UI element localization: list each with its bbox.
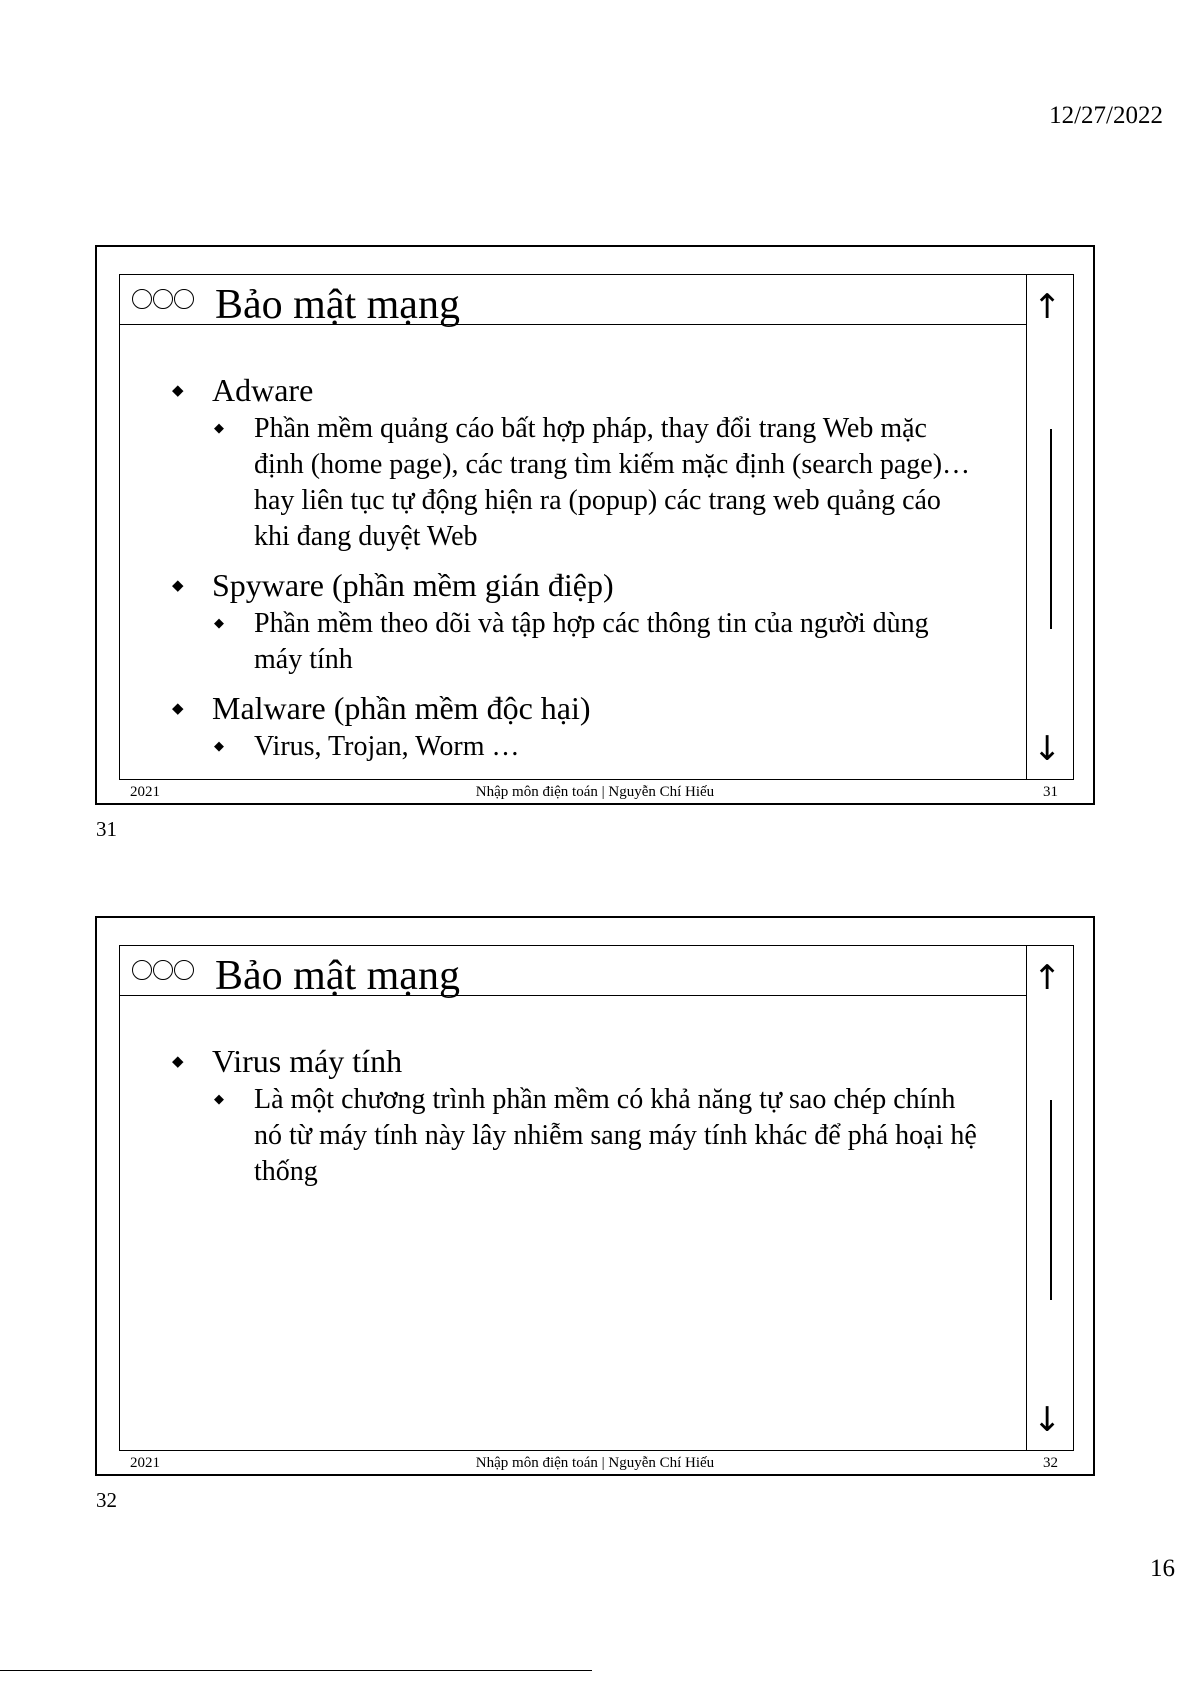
arrow-up-icon: ↑ — [1033, 287, 1062, 327]
circle-icon — [174, 289, 194, 309]
circle-icon — [153, 960, 173, 980]
footer-course: Nhập môn điện toán | Nguyễn Chí Hiếu — [475, 784, 715, 800]
decorative-circles — [132, 960, 194, 980]
arrow-down-icon: ↓ — [1033, 729, 1062, 769]
circle-icon — [132, 289, 152, 309]
footer-year: 2021 — [130, 1455, 160, 1471]
arrow-up-icon: ↑ — [1033, 958, 1062, 998]
footer-year: 2021 — [130, 784, 160, 800]
page-date: 12/27/2022 — [1049, 102, 1163, 129]
diamond-bullet-icon: ◆ — [172, 381, 184, 399]
bullet-list — [172, 1043, 982, 1202]
diamond-bullet-icon: ◆ — [214, 1092, 224, 1107]
diamond-bullet-icon: ◆ — [172, 576, 184, 594]
arrow-down-icon: ↓ — [1033, 1400, 1062, 1440]
bullet-list — [172, 372, 982, 777]
diamond-bullet-icon: ◆ — [214, 739, 224, 754]
scroll-column — [1026, 275, 1074, 779]
slide-31 — [95, 245, 1095, 805]
slide-title: Bảo mật mạng — [215, 282, 460, 328]
diamond-bullet-icon: ◆ — [172, 699, 184, 717]
slide-caption: 32 — [96, 1488, 117, 1512]
circle-icon — [174, 960, 194, 980]
bullet-item: ◆ Spyware (phần mềm gián điệp) — [172, 567, 614, 603]
diamond-bullet-icon: ◆ — [172, 1052, 184, 1070]
footer-slide-number: 31 — [1043, 784, 1058, 800]
sub-bullet-item: ◆ Virus, Trojan, Worm … — [214, 731, 520, 762]
diamond-bullet-icon: ◆ — [214, 421, 224, 436]
sub-bullet-item: ◆ Là một chương trình phần mềm có khả năng tự sao chép chính nó từ máy tính này lây nhiễm sang máy tính khác để phá hoại hệ thống — [214, 1084, 977, 1187]
footer-slide-number: 32 — [1043, 1455, 1058, 1471]
slide-32 — [95, 916, 1095, 1476]
slide-title: Bảo mật mạng — [215, 953, 460, 999]
slide-content-frame — [119, 945, 1074, 1451]
decorative-circles — [132, 289, 194, 309]
diamond-bullet-icon: ◆ — [214, 616, 224, 631]
bullet-item: ◆ Adware — [172, 372, 314, 408]
title-bar — [120, 275, 1026, 328]
slide-content-frame — [119, 274, 1074, 780]
footer-course: Nhập môn điện toán | Nguyễn Chí Hiếu — [475, 1455, 715, 1471]
title-bar — [120, 946, 1026, 999]
scroll-line — [1050, 1100, 1052, 1300]
scroll-column — [1026, 946, 1074, 1450]
scroll-line — [1050, 429, 1052, 629]
circle-icon — [153, 289, 173, 309]
sub-bullet-item: ◆ Phần mềm quảng cáo bất hợp pháp, thay đổi trang Web mặc định (home page), các trang tìm kiếm mặc định (search page)… hay liên tục tự động hiện ra (popup) các trang web quảng cáo khi đang duyệt Web — [214, 413, 971, 552]
bottom-rule — [0, 1670, 592, 1671]
bullet-item: ◆ Virus máy tính — [172, 1043, 403, 1079]
slide-caption: 31 — [96, 817, 117, 841]
sub-bullet-item: ◆ Phần mềm theo dõi và tập hợp các thông tin của người dùng máy tính — [214, 608, 929, 675]
bullet-item: ◆ Malware (phần mềm độc hại) — [172, 690, 591, 726]
circle-icon — [132, 960, 152, 980]
page-number: 16 — [1150, 1555, 1175, 1582]
